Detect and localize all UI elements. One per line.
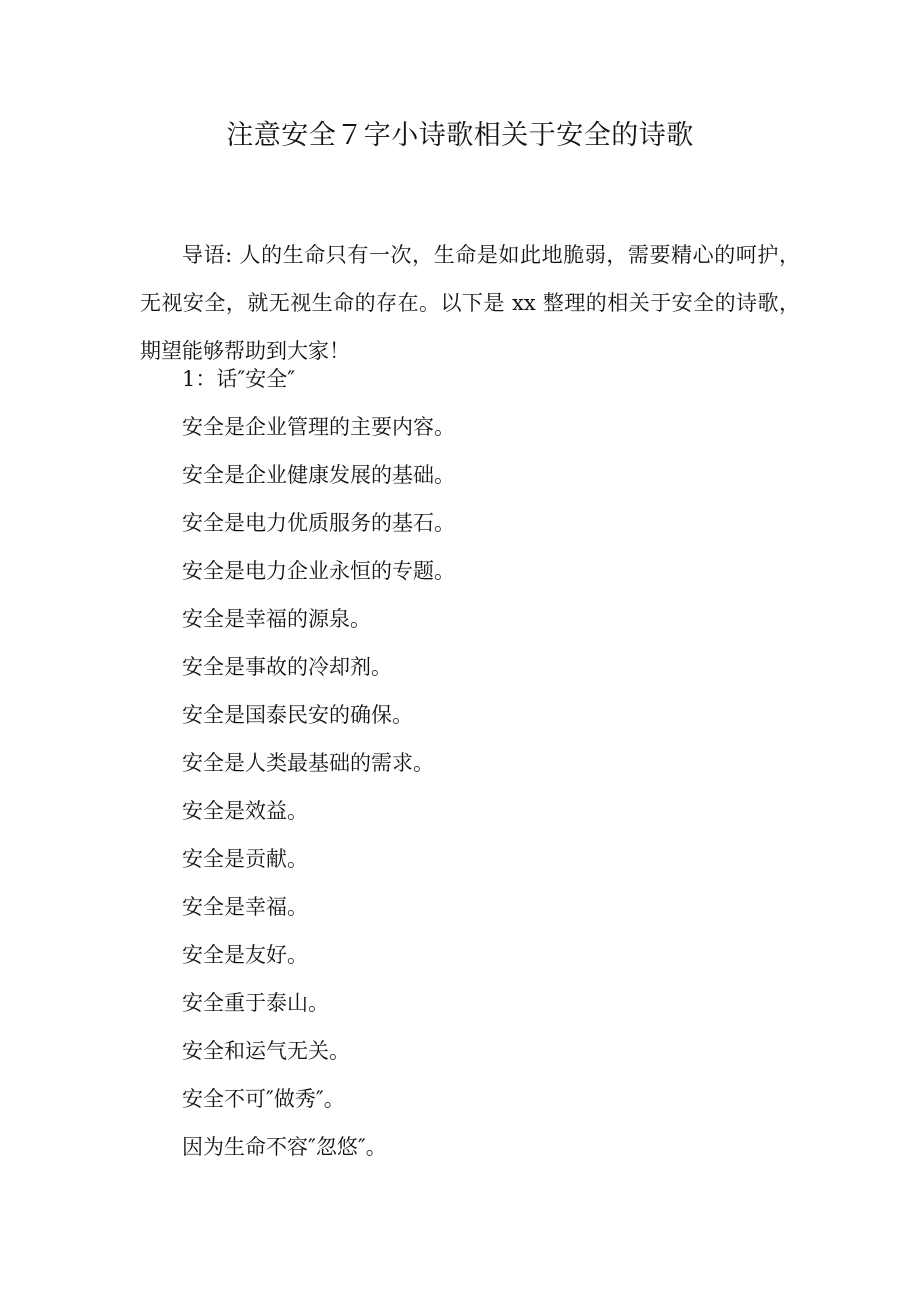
intro-paragraph: 导语: 人的生命只有一次，生命是如此地脆弱，需要精心的呵护，无视安全，就无视生命的存在。以下是 xx 整理的相关于安全的诗歌，期望能够帮助到大家！ [140, 243, 800, 363]
poem-line: 因为生命不容″忽悠″。 [182, 1135, 387, 1159]
poem-line: 安全是幸福的源泉。 [182, 607, 371, 631]
poem-line: 安全是友好。 [182, 943, 308, 967]
section-heading: 1：话″安全″ [182, 367, 296, 391]
poem-line: 安全是事故的冷却剂。 [182, 655, 392, 679]
poem-line: 安全是企业管理的主要内容。 [182, 415, 455, 439]
page-title: 注意安全７字小诗歌相关于安全的诗歌 [226, 120, 694, 151]
poem-line: 安全是电力优质服务的基石。 [182, 511, 455, 535]
poem-line: 安全重于泰山。 [182, 991, 329, 1015]
poem-line: 安全是人类最基础的需求。 [182, 751, 434, 775]
poem-line: 安全是效益。 [182, 799, 308, 823]
poem-line: 安全是国泰民安的确保。 [182, 703, 413, 727]
poem-line: 安全不可″做秀″。 [182, 1087, 345, 1111]
poem-line: 安全是电力企业永恒的专题。 [182, 559, 455, 583]
poem-line: 安全和运气无关。 [182, 1039, 350, 1063]
poem-line: 安全是贡献。 [182, 847, 308, 871]
poem-line: 安全是企业健康发展的基础。 [182, 463, 455, 487]
poem-line: 安全是幸福。 [182, 895, 308, 919]
poem-lines [182, 355, 802, 1171]
